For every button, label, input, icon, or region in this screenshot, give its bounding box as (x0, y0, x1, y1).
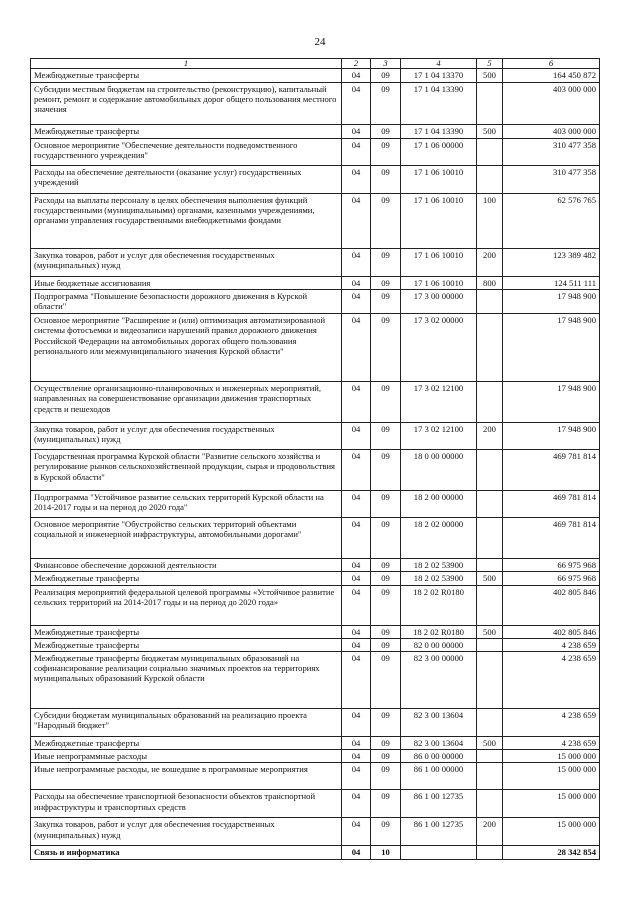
row-target-article-cell: 17 1 06 00000 (401, 139, 477, 166)
row-amount-cell: 4 238 659 (503, 638, 600, 651)
row-subsection-cell: 09 (371, 314, 401, 382)
row-target-article-cell: 86 1 00 00000 (401, 763, 477, 790)
table-row (31, 846, 600, 859)
row-target-article-cell: 17 3 00 00000 (401, 290, 477, 314)
row-name-cell: Иные бюджетные ассигнования (31, 277, 342, 290)
table-row (31, 69, 600, 83)
row-subsection-cell: 09 (371, 194, 401, 249)
row-subsection-cell: 09 (371, 69, 401, 83)
row-subsection-cell: 09 (371, 652, 401, 709)
table-row (31, 450, 600, 491)
table-row (31, 585, 600, 625)
row-section-cell: 04 (342, 709, 371, 737)
row-amount-cell: 28 342 854 (503, 846, 600, 859)
row-target-article-cell: 17 1 06 10010 (401, 249, 477, 277)
row-subsection-cell: 09 (371, 763, 401, 790)
row-amount-cell: 124 511 111 (503, 277, 600, 290)
row-target-article-cell: 86 0 00 00000 (401, 750, 477, 763)
row-amount-cell: 17 948 900 (503, 290, 600, 314)
row-subsection-cell: 09 (371, 559, 401, 572)
row-section-cell: 04 (342, 518, 371, 559)
row-expense-type-cell: 100 (477, 194, 503, 249)
table-row (31, 290, 600, 314)
row-name-cell: Межбюджетные трансферты бюджетам муниципальных образований на софинансирование реализации социально значимых проектов на территориях муниципальных образований Курской области (31, 652, 342, 709)
row-section-cell: 04 (342, 423, 371, 450)
row-subsection-cell: 09 (371, 625, 401, 638)
table-row (31, 314, 600, 382)
budget-table (30, 58, 600, 860)
row-expense-type-cell: 500 (477, 69, 503, 83)
table-row (31, 249, 600, 277)
row-target-article-cell: 17 3 02 00000 (401, 314, 477, 382)
row-section-cell: 04 (342, 559, 371, 572)
row-expense-type-cell (477, 750, 503, 763)
row-name-cell: Основное мероприятие "Обустройство сельских территорий объектами социальной и инженерной инфраструктуры, автомобильными дорогами" (31, 518, 342, 559)
table-row (31, 559, 600, 572)
table-row (31, 423, 600, 450)
row-name-cell: Закупка товаров, работ и услуг для обеспечения государственных (муниципальных) нужд (31, 423, 342, 450)
row-amount-cell: 15 000 000 (503, 763, 600, 790)
row-expense-type-cell: 200 (477, 423, 503, 450)
header-col-amount: 6 (503, 59, 600, 69)
header-col-expense-type: 5 (477, 59, 503, 69)
table-row (31, 382, 600, 423)
table-row (31, 737, 600, 750)
row-amount-cell: 66 975 968 (503, 559, 600, 572)
row-section-cell: 04 (342, 382, 371, 423)
row-target-article-cell: 82 3 00 13604 (401, 737, 477, 750)
row-expense-type-cell (477, 559, 503, 572)
header-col-target-article: 4 (401, 59, 477, 69)
row-amount-cell: 402 805 846 (503, 585, 600, 625)
row-target-article-cell: 18 2 02 00000 (401, 518, 477, 559)
row-name-cell: Иные непрограммные расходы (31, 750, 342, 763)
row-subsection-cell: 09 (371, 139, 401, 166)
table-row (31, 139, 600, 166)
row-section-cell: 04 (342, 83, 371, 125)
row-amount-cell: 15 000 000 (503, 750, 600, 763)
row-name-cell: Расходы на выплаты персоналу в целях обеспечения выполнения функций государственными (муниципальными) органами, казенными учреждениями, органами управления государственными внебюджетными фондами (31, 194, 342, 249)
row-target-article-cell: 17 1 04 13370 (401, 69, 477, 83)
row-amount-cell: 403 000 000 (503, 125, 600, 139)
row-subsection-cell: 09 (371, 585, 401, 625)
row-amount-cell: 310 477 358 (503, 139, 600, 166)
row-subsection-cell: 09 (371, 750, 401, 763)
row-name-cell: Межбюджетные трансферты (31, 69, 342, 83)
row-expense-type-cell (477, 139, 503, 166)
row-name-cell: Межбюджетные трансферты (31, 572, 342, 585)
row-subsection-cell: 09 (371, 83, 401, 125)
table-row (31, 750, 600, 763)
row-target-article-cell: 17 1 06 10010 (401, 194, 477, 249)
row-subsection-cell: 09 (371, 737, 401, 750)
header-col-name: 1 (31, 59, 342, 69)
row-expense-type-cell (477, 652, 503, 709)
row-section-cell: 04 (342, 69, 371, 83)
row-amount-cell: 123 389 482 (503, 249, 600, 277)
row-section-cell: 04 (342, 585, 371, 625)
row-expense-type-cell (477, 382, 503, 423)
row-subsection-cell: 09 (371, 818, 401, 846)
row-section-cell: 04 (342, 314, 371, 382)
header-col-subsection: 3 (371, 59, 401, 69)
row-target-article-cell: 18 2 02 R0180 (401, 585, 477, 625)
row-section-cell: 04 (342, 249, 371, 277)
row-amount-cell: 4 238 659 (503, 737, 600, 750)
row-name-cell: Реализация мероприятий федеральной целевой программы «Устойчивое развитие сельских территорий на 2014-2017 годы и на период до 2020 года» (31, 585, 342, 625)
row-expense-type-cell (477, 491, 503, 518)
row-target-article-cell: 18 0 00 00000 (401, 450, 477, 491)
row-subsection-cell: 09 (371, 638, 401, 651)
row-section-cell: 04 (342, 818, 371, 846)
row-section-cell: 04 (342, 277, 371, 290)
row-expense-type-cell: 200 (477, 249, 503, 277)
row-target-article-cell: 17 1 04 13390 (401, 125, 477, 139)
row-name-cell: Иные непрограммные расходы, не вошедшие в программные мероприятия (31, 763, 342, 790)
row-expense-type-cell (477, 790, 503, 818)
row-section-cell: 04 (342, 450, 371, 491)
row-target-article-cell: 86 1 00 12735 (401, 790, 477, 818)
row-subsection-cell: 09 (371, 572, 401, 585)
row-expense-type-cell: 800 (477, 277, 503, 290)
row-target-article-cell: 86 1 00 12735 (401, 818, 477, 846)
row-expense-type-cell (477, 166, 503, 194)
row-target-article-cell: 18 2 02 53900 (401, 559, 477, 572)
row-expense-type-cell: 200 (477, 818, 503, 846)
row-subsection-cell: 09 (371, 423, 401, 450)
row-target-article-cell: 82 0 00 00000 (401, 638, 477, 651)
row-expense-type-cell: 500 (477, 572, 503, 585)
row-expense-type-cell (477, 290, 503, 314)
table-row (31, 194, 600, 249)
row-section-cell: 04 (342, 491, 371, 518)
row-expense-type-cell: 500 (477, 737, 503, 750)
row-name-cell: Основное мероприятие "Расширение и (или) оптимизация автоматизированной системы фотосъемки и видеозаписи нарушений правил дорожного движения Российской Федерации на автомобильных дорогах общего пользования регионального или межмуниципального значения Курской области" (31, 314, 342, 382)
row-target-article-cell: 18 2 02 53900 (401, 572, 477, 585)
row-amount-cell: 164 450 872 (503, 69, 600, 83)
row-name-cell: Государственная программа Курской области "Развитие сельского хозяйства и регулирование рынков сельскохозяйственной продукции, сырья и продовольствия в Курской области" (31, 450, 342, 491)
row-target-article-cell: 17 1 06 10010 (401, 166, 477, 194)
row-amount-cell: 62 576 765 (503, 194, 600, 249)
row-amount-cell: 310 477 358 (503, 166, 600, 194)
table-row (31, 572, 600, 585)
row-name-cell: Закупка товаров, работ и услуг для обеспечения государственных (муниципальных) нужд (31, 818, 342, 846)
row-subsection-cell: 09 (371, 491, 401, 518)
row-name-cell: Финансовое обеспечение дорожной деятельности (31, 559, 342, 572)
row-subsection-cell: 09 (371, 382, 401, 423)
row-target-article-cell: 18 2 02 R0180 (401, 625, 477, 638)
row-section-cell: 04 (342, 790, 371, 818)
row-subsection-cell: 10 (371, 846, 401, 859)
row-section-cell: 04 (342, 750, 371, 763)
header-col-section: 2 (342, 59, 371, 69)
row-expense-type-cell (477, 314, 503, 382)
row-subsection-cell: 09 (371, 249, 401, 277)
row-subsection-cell: 09 (371, 450, 401, 491)
row-name-cell: Межбюджетные трансферты (31, 737, 342, 750)
table-row (31, 166, 600, 194)
page-number: 24 (314, 36, 326, 48)
row-amount-cell: 66 975 968 (503, 572, 600, 585)
table-row (31, 763, 600, 790)
table-row (31, 277, 600, 290)
row-section-cell: 04 (342, 763, 371, 790)
row-expense-type-cell (477, 83, 503, 125)
row-name-cell: Межбюджетные трансферты (31, 625, 342, 638)
row-subsection-cell: 09 (371, 277, 401, 290)
row-target-article-cell: 18 2 00 00000 (401, 491, 477, 518)
row-name-cell: Связь и информатика (31, 846, 342, 859)
row-subsection-cell: 09 (371, 790, 401, 818)
row-expense-type-cell (477, 763, 503, 790)
table-row (31, 709, 600, 737)
row-section-cell: 04 (342, 194, 371, 249)
row-section-cell: 04 (342, 625, 371, 638)
row-amount-cell: 4 238 659 (503, 709, 600, 737)
table-row (31, 818, 600, 846)
row-expense-type-cell (477, 638, 503, 651)
row-name-cell: Расходы на обеспечение транспортной безопасности объектов транспортной инфраструктуры и транспортных средств (31, 790, 342, 818)
row-subsection-cell: 09 (371, 518, 401, 559)
row-target-article-cell: 17 3 02 12100 (401, 423, 477, 450)
row-amount-cell: 403 000 000 (503, 83, 600, 125)
row-section-cell: 04 (342, 166, 371, 194)
row-amount-cell: 15 000 000 (503, 790, 600, 818)
row-section-cell: 04 (342, 290, 371, 314)
row-amount-cell: 15 000 000 (503, 818, 600, 846)
row-amount-cell: 469 781 814 (503, 450, 600, 491)
row-amount-cell: 17 948 900 (503, 314, 600, 382)
table-row (31, 125, 600, 139)
table-row (31, 638, 600, 651)
row-subsection-cell: 09 (371, 709, 401, 737)
table-row (31, 518, 600, 559)
row-target-article-cell: 17 1 06 10010 (401, 277, 477, 290)
table-row (31, 652, 600, 709)
row-amount-cell: 402 805 846 (503, 625, 600, 638)
table-row (31, 83, 600, 125)
row-target-article-cell: 17 3 02 12100 (401, 382, 477, 423)
row-name-cell: Осуществление организационно-планировочных и инженерных мероприятий, направленных на совершенствование организации движения транспортных средств и пешеходов (31, 382, 342, 423)
row-expense-type-cell (477, 518, 503, 559)
row-name-cell: Подпрограмма "Повышение безопасности дорожного движения в Курской области" (31, 290, 342, 314)
row-amount-cell: 17 948 900 (503, 423, 600, 450)
row-section-cell: 04 (342, 737, 371, 750)
row-expense-type-cell (477, 846, 503, 859)
row-name-cell: Субсидии местным бюджетам на строительство (реконструкцию), капитальный ремонт, ремонт и содержание автомобильных дорог общего пользования местного значения (31, 83, 342, 125)
row-section-cell: 04 (342, 139, 371, 166)
row-expense-type-cell (477, 450, 503, 491)
row-amount-cell: 469 781 814 (503, 491, 600, 518)
row-section-cell: 04 (342, 572, 371, 585)
row-expense-type-cell (477, 585, 503, 625)
table-row (31, 625, 600, 638)
table-header-row (31, 59, 600, 69)
row-expense-type-cell (477, 709, 503, 737)
row-amount-cell: 17 948 900 (503, 382, 600, 423)
row-name-cell: Основное мероприятие "Обеспечение деятельности подведомственного государственного учреждения" (31, 139, 342, 166)
row-section-cell: 04 (342, 652, 371, 709)
row-name-cell: Подпрограмма "Устойчивое развитие сельских территорий Курской области на 2014-2017 годы и на период до 2020 года" (31, 491, 342, 518)
row-expense-type-cell: 500 (477, 125, 503, 139)
row-amount-cell: 469 781 814 (503, 518, 600, 559)
row-amount-cell: 4 238 659 (503, 652, 600, 709)
row-name-cell: Субсидии бюджетам муниципальных образований на реализацию проекта "Народный бюджет" (31, 709, 342, 737)
row-name-cell: Межбюджетные трансферты (31, 125, 342, 139)
table-row (31, 491, 600, 518)
row-name-cell: Расходы на обеспечение деятельности (оказание услуг) государственных учреждений (31, 166, 342, 194)
row-subsection-cell: 09 (371, 290, 401, 314)
row-subsection-cell: 09 (371, 166, 401, 194)
row-expense-type-cell: 500 (477, 625, 503, 638)
row-target-article-cell: 82 3 00 13604 (401, 709, 477, 737)
table-row (31, 790, 600, 818)
row-target-article-cell (401, 846, 477, 859)
row-name-cell: Закупка товаров, работ и услуг для обеспечения государственных (муниципальных) нужд (31, 249, 342, 277)
row-section-cell: 04 (342, 125, 371, 139)
row-section-cell: 04 (342, 638, 371, 651)
row-section-cell: 04 (342, 846, 371, 859)
row-name-cell: Межбюджетные трансферты (31, 638, 342, 651)
row-target-article-cell: 17 1 04 13390 (401, 83, 477, 125)
row-subsection-cell: 09 (371, 125, 401, 139)
row-target-article-cell: 82 3 00 00000 (401, 652, 477, 709)
